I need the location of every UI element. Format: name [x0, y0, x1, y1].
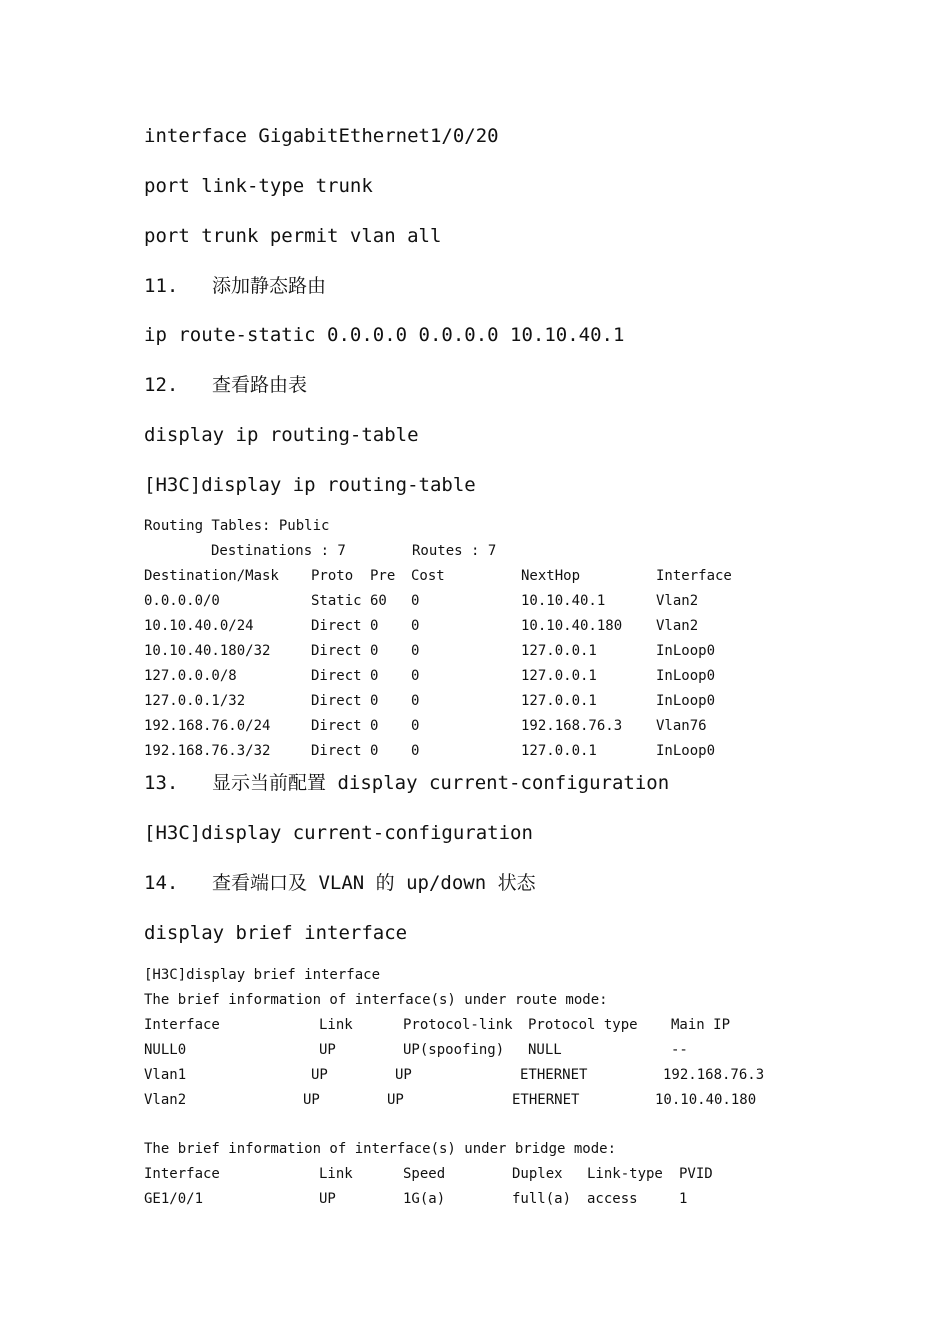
prompt-command-line: [H3C]display current-configuration	[144, 822, 533, 844]
table-cell: Main IP	[671, 1017, 731, 1033]
table-cell: 127.0.0.0/8	[144, 668, 237, 684]
table-cell: 0	[370, 718, 379, 734]
table-cell: Direct	[311, 743, 362, 759]
table-cell: ETHERNET	[520, 1067, 588, 1083]
table-cell: 127.0.0.1/32	[144, 693, 246, 709]
table-cell: 192.168.76.0/24	[144, 718, 271, 734]
table-cell: 0	[411, 693, 420, 709]
table-cell: InLoop0	[656, 643, 716, 659]
table-row	[144, 741, 904, 761]
table-cell: 0	[411, 643, 420, 659]
table-cell: UP	[319, 1191, 336, 1207]
table-cell: InLoop0	[656, 743, 716, 759]
table-cell: Speed	[403, 1166, 446, 1182]
section-title: 显示当前配置 display current-configuration	[212, 772, 670, 794]
table-cell: 60	[370, 593, 387, 609]
table-cell: 10.10.40.180	[655, 1092, 757, 1108]
table-cell: UP	[311, 1067, 328, 1083]
table-cell: InLoop0	[656, 668, 716, 684]
table-row	[144, 1065, 904, 1085]
table-cell: 1G(a)	[403, 1191, 446, 1207]
bridge-mode-table	[144, 1164, 904, 1214]
table-cell: 192.168.76.3/32	[144, 743, 271, 759]
table-cell: 127.0.0.1	[521, 743, 597, 759]
section-heading-11	[144, 273, 326, 299]
table-cell: NextHop	[521, 568, 581, 584]
command-line: display brief interface	[144, 922, 408, 944]
routing-table	[144, 566, 904, 766]
table-cell: Direct	[311, 618, 362, 634]
table-row	[144, 1090, 904, 1110]
table-cell: Vlan2	[656, 593, 699, 609]
config-line-route-static: ip route-static 0.0.0.0 0.0.0.0 10.10.40.1	[144, 324, 625, 346]
table-cell: Direct	[311, 693, 362, 709]
table-cell: --	[671, 1042, 688, 1058]
command-line: display ip routing-table	[144, 424, 419, 446]
config-line-permit-vlan: port trunk permit vlan all	[144, 225, 442, 247]
table-row	[144, 666, 904, 686]
route-mode-table	[144, 1015, 904, 1115]
prompt-command-line: [H3C]display brief interface	[144, 967, 381, 983]
table-cell: NULL0	[144, 1042, 187, 1058]
table-cell: Interface	[144, 1017, 220, 1033]
table-cell: 127.0.0.1	[521, 643, 597, 659]
table-cell: 10.10.40.1	[521, 593, 606, 609]
table-cell: Link-type	[587, 1166, 663, 1182]
table-header-row	[144, 1164, 904, 1184]
table-cell: 10.10.40.180	[521, 618, 623, 634]
table-cell: InLoop0	[656, 693, 716, 709]
prompt-command-line: [H3C]display ip routing-table	[144, 474, 476, 496]
table-row	[144, 591, 904, 611]
table-cell: Protocol type	[528, 1017, 638, 1033]
table-cell: GE1/0/1	[144, 1191, 204, 1207]
table-cell: 0	[411, 743, 420, 759]
table-cell: 127.0.0.1	[521, 693, 597, 709]
section-number: 11.	[144, 275, 179, 297]
table-header-row	[144, 1015, 904, 1035]
table-cell: 0	[370, 643, 379, 659]
table-row	[144, 641, 904, 661]
config-line-link-type: port link-type trunk	[144, 175, 373, 197]
table-row	[144, 716, 904, 736]
table-cell: Cost	[411, 568, 445, 584]
section-title: 查看路由表	[212, 374, 308, 396]
table-cell: Duplex	[512, 1166, 563, 1182]
table-cell: 1	[679, 1191, 688, 1207]
table-cell: Vlan2	[656, 618, 699, 634]
table-row	[144, 691, 904, 711]
section-title: 查看端口及 VLAN 的 up/down 状态	[212, 872, 536, 894]
routing-table-summary	[144, 541, 744, 561]
table-cell: 0	[411, 718, 420, 734]
table-cell: UP	[319, 1042, 336, 1058]
table-cell: full(a)	[512, 1191, 572, 1207]
table-row	[144, 1189, 904, 1209]
table-cell: 192.168.76.3	[521, 718, 623, 734]
table-cell: UP	[303, 1092, 320, 1108]
table-cell: 0.0.0.0/0	[144, 593, 220, 609]
section-heading-14	[144, 870, 536, 896]
table-cell: UP(spoofing)	[403, 1042, 505, 1058]
table-cell: UP	[387, 1092, 404, 1108]
table-cell: PVID	[679, 1166, 713, 1182]
table-cell: 0	[370, 693, 379, 709]
section-number: 13.	[144, 772, 179, 794]
table-row	[144, 616, 904, 636]
table-cell: 0	[411, 618, 420, 634]
table-cell: Vlan1	[144, 1067, 187, 1083]
bridge-mode-title: The brief information of interface(s) under bridge mode:	[144, 1141, 617, 1157]
table-row	[144, 1040, 904, 1060]
section-title: 添加静态路由	[212, 275, 327, 297]
table-cell: NULL	[528, 1042, 562, 1058]
table-header-row	[144, 566, 904, 586]
section-number: 14.	[144, 872, 179, 894]
table-cell: Static	[311, 593, 362, 609]
config-line-interface: interface GigabitEthernet1/0/20	[144, 125, 499, 147]
table-cell: Interface	[144, 1166, 220, 1182]
destinations-count: Destinations : 7	[211, 543, 346, 559]
routing-table-title: Routing Tables: Public	[144, 518, 330, 534]
table-cell: access	[587, 1191, 638, 1207]
route-mode-title: The brief information of interface(s) under route mode:	[144, 992, 608, 1008]
table-cell: UP	[395, 1067, 412, 1083]
table-cell: Destination/Mask	[144, 568, 279, 584]
table-cell: 0	[411, 668, 420, 684]
table-cell: Protocol-link	[403, 1017, 513, 1033]
table-cell: 10.10.40.0/24	[144, 618, 254, 634]
section-heading-12	[144, 372, 307, 398]
table-cell: 0	[411, 593, 420, 609]
table-cell: 192.168.76.3	[663, 1067, 765, 1083]
table-cell: 10.10.40.180/32	[144, 643, 271, 659]
table-cell: 0	[370, 668, 379, 684]
table-cell: Direct	[311, 643, 362, 659]
table-cell: 0	[370, 743, 379, 759]
table-cell: Link	[319, 1017, 353, 1033]
table-cell: 0	[370, 618, 379, 634]
table-cell: Pre	[370, 568, 396, 584]
table-cell: Direct	[311, 718, 362, 734]
table-cell: 127.0.0.1	[521, 668, 597, 684]
table-cell: Proto	[311, 568, 354, 584]
table-cell: Direct	[311, 668, 362, 684]
table-cell: Link	[319, 1166, 353, 1182]
section-heading-13	[144, 770, 669, 796]
table-cell: Vlan2	[144, 1092, 187, 1108]
table-cell: ETHERNET	[512, 1092, 580, 1108]
table-cell: Vlan76	[656, 718, 707, 734]
section-number: 12.	[144, 374, 179, 396]
table-cell: Interface	[656, 568, 732, 584]
routes-count: Routes : 7	[412, 543, 497, 559]
